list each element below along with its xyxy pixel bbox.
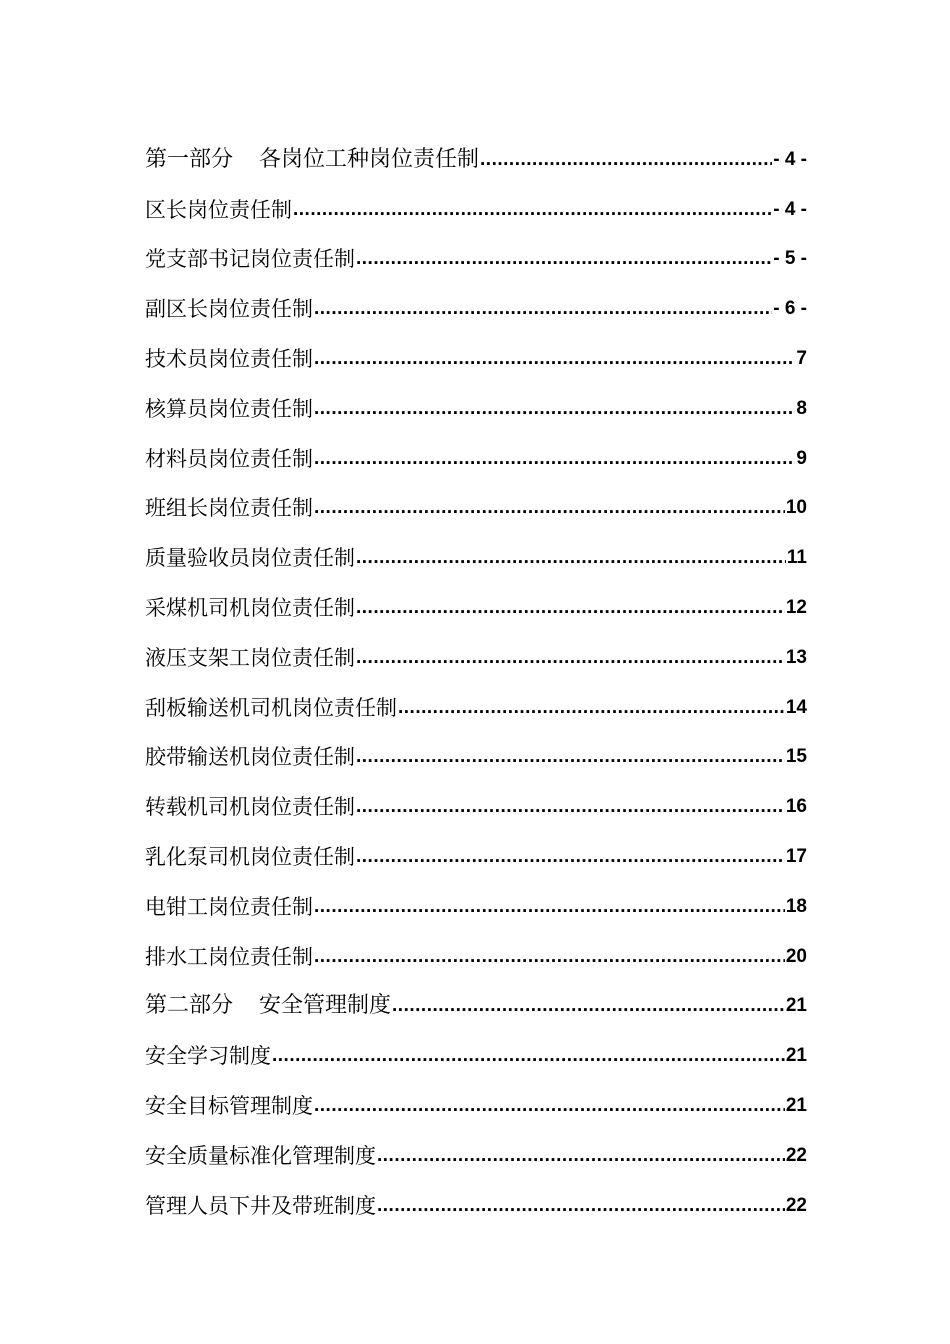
toc-page-number: 13: [785, 646, 807, 668]
toc-page-number: - 4 -: [773, 148, 807, 170]
dot-leader: [293, 196, 772, 224]
toc-page-number: 12: [785, 596, 807, 618]
toc-entry[interactable]: [145, 921, 807, 971]
toc-entry-title: 采煤机司机岗位责任制: [145, 595, 355, 620]
toc-entry-title: 胶带输送机岗位责任制: [145, 745, 355, 770]
toc-entry-title: 班组长岗位责任制: [145, 496, 313, 521]
toc-page-number: 22: [785, 1144, 807, 1166]
dot-leader: [398, 694, 785, 722]
toc-entry-title: 区长岗位责任制: [145, 197, 292, 222]
dot-leader: [314, 445, 795, 473]
dot-leader: [356, 544, 786, 572]
toc-entry[interactable]: [145, 722, 807, 772]
toc-entry[interactable]: [145, 174, 807, 224]
toc-entry-title: 液压支架工岗位责任制: [145, 645, 355, 670]
toc-entry-title: 核算员岗位责任制: [145, 396, 313, 421]
dot-leader: [314, 893, 785, 921]
toc-entry-title: 安全质量标准化管理制度: [145, 1143, 376, 1168]
dot-leader: [392, 992, 785, 1020]
toc-entry-title: 乳化泵司机岗位责任制: [145, 844, 355, 869]
toc-entry-title: 材料员岗位责任制: [145, 446, 313, 471]
toc-page-number: - 5 -: [773, 248, 807, 270]
toc-entry[interactable]: [145, 423, 807, 473]
toc-entry[interactable]: [145, 1020, 807, 1070]
dot-leader: [356, 743, 785, 771]
toc-page-number: - 6 -: [773, 298, 807, 320]
toc-entry[interactable]: [145, 771, 807, 821]
dot-leader: [314, 345, 795, 373]
toc-entry-title: 刮板输送机司机岗位责任制: [145, 695, 397, 720]
toc-page-number: - 4 -: [773, 198, 807, 220]
toc-entry[interactable]: [145, 273, 807, 323]
dot-leader: [377, 1142, 785, 1170]
dot-leader: [356, 843, 785, 871]
toc-entry[interactable]: [145, 473, 807, 523]
toc-part-number: 第一部分: [145, 146, 234, 172]
toc-page-number: 14: [785, 696, 807, 718]
table-of-contents: [145, 124, 807, 1220]
dot-leader: [314, 494, 785, 522]
dot-leader: [377, 1192, 785, 1220]
dot-leader: [314, 295, 772, 323]
dot-leader: [314, 943, 785, 971]
dot-leader: [356, 644, 785, 672]
toc-entry[interactable]: [145, 224, 807, 274]
toc-entry-title: 安全目标管理制度: [145, 1093, 313, 1118]
toc-page-number: 8: [796, 397, 807, 419]
toc-entry[interactable]: [145, 1120, 807, 1170]
dot-leader: [480, 146, 772, 174]
toc-page-number: 21: [785, 1094, 807, 1116]
toc-entry[interactable]: [145, 572, 807, 622]
toc-page-number: 9: [796, 447, 807, 469]
toc-entry-title: 转载机司机岗位责任制: [145, 795, 355, 820]
toc-entry-title: 各岗位工种岗位责任制: [259, 146, 480, 172]
dot-leader: [314, 395, 795, 423]
toc-entry-title: 安全管理制度: [259, 993, 392, 1019]
dot-leader: [314, 1092, 785, 1120]
dot-leader: [356, 594, 785, 622]
toc-entry-title: 电钳工岗位责任制: [145, 894, 313, 919]
toc-page-number: 15: [785, 746, 807, 768]
toc-entry-part-1[interactable]: [145, 124, 807, 174]
dot-leader: [356, 793, 785, 821]
toc-entry[interactable]: [145, 821, 807, 871]
toc-page-number: 7: [796, 347, 807, 369]
toc-entry-title: 管理人员下井及带班制度: [145, 1193, 376, 1218]
toc-page-number: 21: [785, 1045, 807, 1067]
toc-page-number: 18: [785, 895, 807, 917]
toc-page-number: 22: [785, 1194, 807, 1216]
toc-entry-title: 副区长岗位责任制: [145, 297, 313, 322]
toc-entry-part-2[interactable]: [145, 971, 807, 1021]
toc-entry[interactable]: [145, 323, 807, 373]
toc-entry-title: 质量验收员岗位责任制: [145, 546, 355, 571]
toc-page-number: 17: [785, 845, 807, 867]
toc-page-number: 16: [785, 796, 807, 818]
toc-page-number: 10: [785, 497, 807, 519]
toc-entry[interactable]: [145, 1170, 807, 1220]
toc-entry-title: 党支部书记岗位责任制: [145, 247, 355, 272]
toc-entry[interactable]: [145, 871, 807, 921]
toc-entry[interactable]: [145, 522, 807, 572]
toc-entry[interactable]: [145, 373, 807, 423]
dot-leader: [272, 1042, 785, 1070]
toc-entry-title: 技术员岗位责任制: [145, 346, 313, 371]
toc-page-number: 21: [785, 995, 807, 1017]
toc-part-number: 第二部分: [145, 993, 234, 1019]
toc-entry[interactable]: [145, 622, 807, 672]
toc-entry-title: 安全学习制度: [145, 1044, 271, 1069]
toc-entry-title: 排水工岗位责任制: [145, 944, 313, 969]
toc-entry[interactable]: [145, 672, 807, 722]
toc-entry[interactable]: [145, 1070, 807, 1120]
dot-leader: [356, 245, 772, 273]
toc-page-number: 11: [786, 547, 807, 569]
toc-page-number: 20: [785, 945, 807, 967]
